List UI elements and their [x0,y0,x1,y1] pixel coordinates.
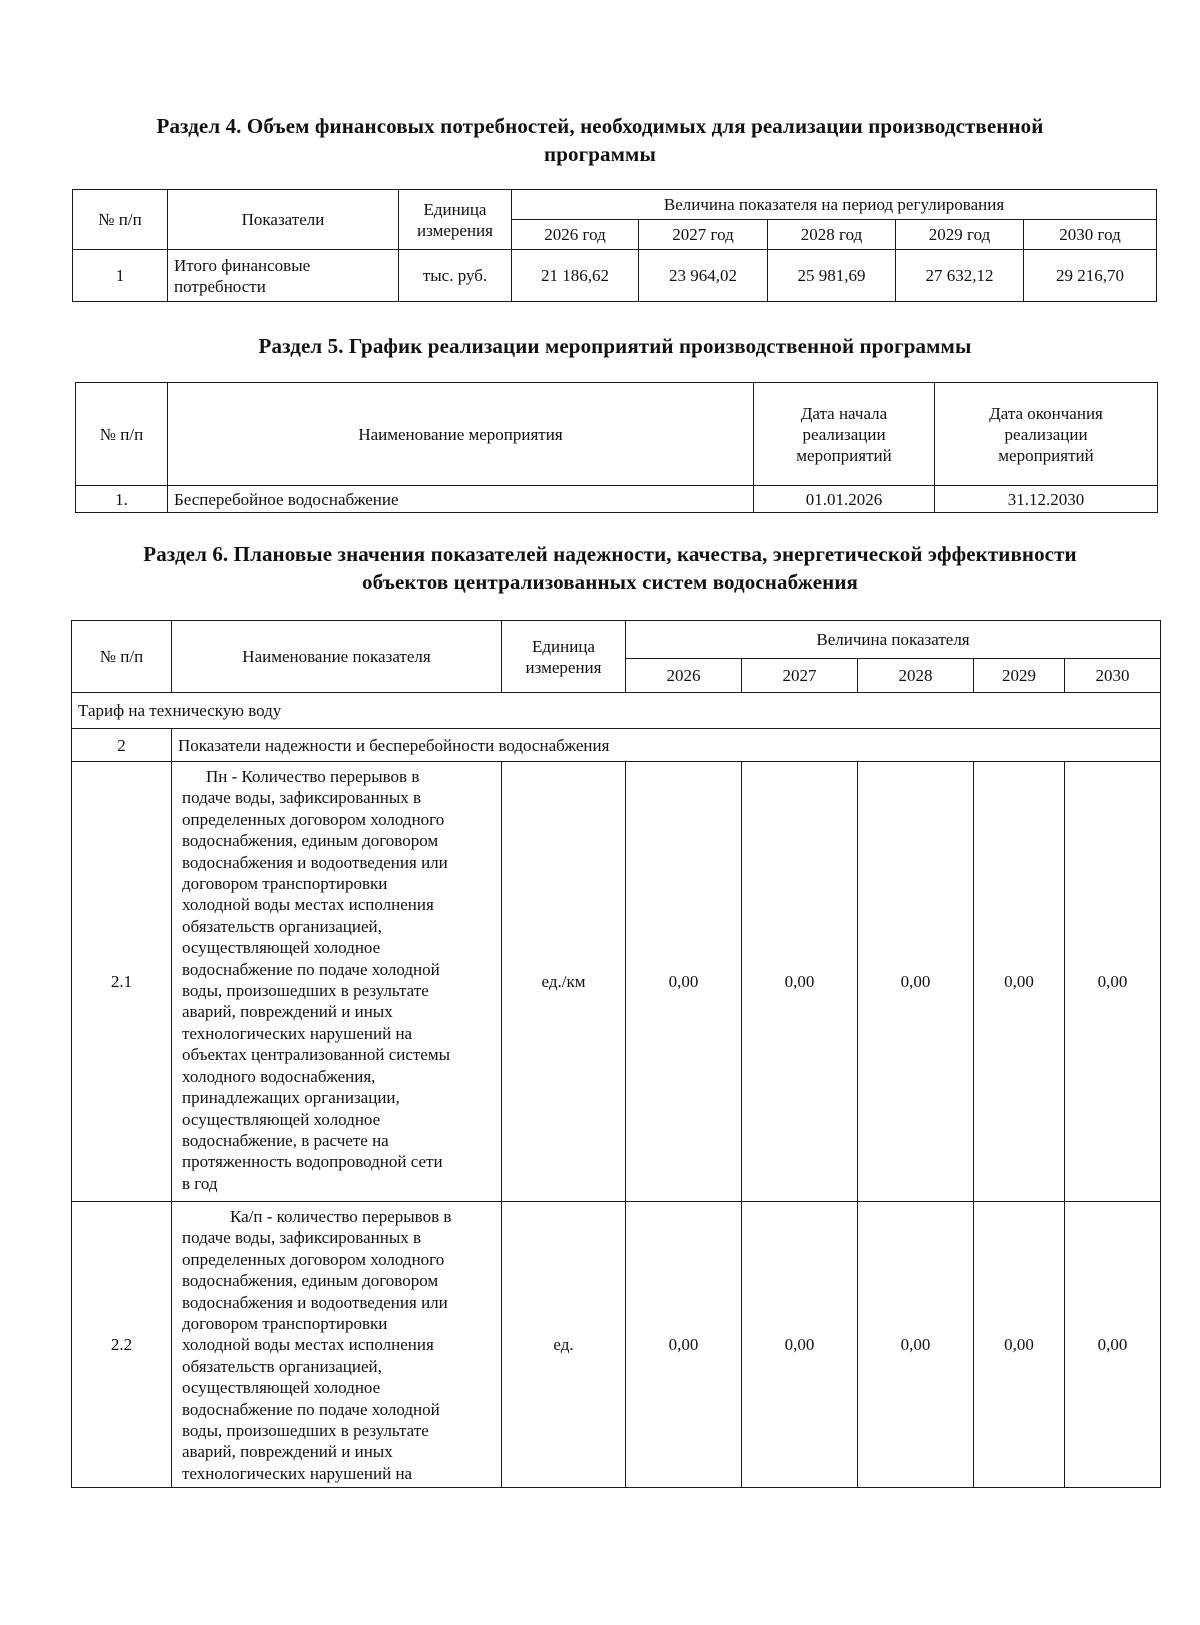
desc-line: обязательств организацией, [182,1356,382,1376]
desc-line: водоснабжения, единым договором [182,1271,439,1291]
desc-line: аварий, повреждений и иных [182,1442,393,1462]
desc-line: осуществляющей холодное [182,1109,381,1129]
row-name: Бесперебойное водоснабжение [168,486,754,513]
header-year: 2026 год [512,220,639,250]
header-year: 2028 [858,659,974,693]
row-unit: тыс. руб. [399,250,512,302]
row-num: 2.1 [72,762,172,1202]
desc-line: холодной воды местах исполнения [182,1335,434,1355]
header-end [935,383,1158,486]
row-value: 0,00 [974,1202,1065,1488]
desc-line: подаче воды, зафиксированных в [182,1228,422,1248]
header-name: Наименование мероприятия [168,383,754,486]
header-year: 2029 [974,659,1065,693]
header-year: 2029 год [896,220,1024,250]
header-num: № п/п [72,621,172,693]
tariff-label: Тариф на техническую воду [72,693,1161,729]
desc-line: водоснабжения и водоотведения или [182,852,448,872]
desc-line: технологических нарушений на [182,1023,413,1043]
header-num: № п/п [76,383,168,486]
header-year: 2027 [742,659,858,693]
row-name-line2: потребности [174,276,266,296]
row-description [172,762,502,1202]
section6-title [70,540,1150,596]
tariff-row [72,693,1161,729]
desc-line: протяженность водопроводной сети [182,1152,443,1172]
section4-title-line2: программы [544,142,656,166]
row-value: 29 216,70 [1024,250,1157,302]
desc-line: договором транспортировки [182,1314,388,1334]
header-year: 2028 год [768,220,896,250]
table-row [73,250,1157,302]
group-num: 2 [72,729,172,762]
desc-line: водоснабжение по подаче холодной [182,959,440,979]
financial-needs-table [72,189,1157,302]
section6-title-line2: объектов централизованных систем водоснабжения [361,570,859,594]
group-name: Показатели надежности и бесперебойности водоснабжения [172,729,1161,762]
header-unit [399,190,512,250]
group-row [72,729,1161,762]
desc-line: холодной воды местах исполнения [182,895,434,915]
row-value: 21 186,62 [512,250,639,302]
schedule-table [75,382,1158,513]
header-end-line3: мероприятий [998,445,1094,465]
row-value: 0,00 [626,1202,742,1488]
desc-line: осуществляющей холодное [182,938,381,958]
desc-line: подаче воды, зафиксированных в [182,788,422,808]
row-description [172,1202,502,1488]
desc-line: осуществляющей холодное [182,1378,381,1398]
desc-line: водоснабжения и водоотведения или [182,1292,448,1312]
header-indicator: Показатели [168,190,399,250]
header-period: Величина показателя на период регулирования [512,190,1157,220]
indicators-table [71,620,1161,1488]
desc-line: воды, произошедших в результате [182,1421,429,1441]
header-start [754,383,935,486]
row-num: 2.2 [72,1202,172,1488]
header-year: 2030 [1065,659,1161,693]
header-unit-line1: Единица [532,636,595,656]
desc-line: холодного водоснабжения, [182,1066,376,1086]
desc-line: в год [182,1173,218,1193]
desc-line: воды, произошедших в результате [182,981,429,1001]
header-start-line2: реализации [802,424,886,444]
row-end-date: 31.12.2030 [935,486,1158,513]
section4-title-line1: Раздел 4. Объем финансовых потребностей, необходимых для реализации производственной [156,114,1044,138]
row-unit: ед./км [502,762,626,1202]
section5-title: Раздел 5. График реализации мероприятий производственной программы [258,334,972,358]
row-value: 0,00 [742,762,858,1202]
desc-line: аварий, повреждений и иных [182,1002,393,1022]
desc-line: определенных договором холодного [182,1249,445,1269]
header-unit-line1: Единица [423,199,487,219]
row-value: 0,00 [858,762,974,1202]
section4-title [70,112,1130,168]
row-name-line1: Итого финансовые [174,255,311,275]
row-value: 23 964,02 [639,250,768,302]
header-year: 2026 [626,659,742,693]
row-name [168,250,399,302]
header-num: № п/п [73,190,168,250]
table-row [72,1202,1161,1488]
row-start-date: 01.01.2026 [754,486,935,513]
desc-line: водоснабжение, в расчете на [182,1130,389,1150]
row-num: 1 [73,250,168,302]
desc-line: Пн - Количество перерывов в [206,767,420,786]
row-value: 27 632,12 [896,250,1024,302]
header-value: Величина показателя [626,621,1161,659]
row-value: 25 981,69 [768,250,896,302]
desc-line: водоснабжение по подаче холодной [182,1399,440,1419]
header-end-line1: Дата окончания [989,403,1103,423]
desc-line: Ка/п - количество перерывов в [230,1207,452,1226]
header-unit-line2: измерения [417,220,493,240]
desc-line: объектах централизованной системы [182,1045,451,1065]
desc-line: принадлежащих организации, [182,1088,400,1108]
row-value: 0,00 [974,762,1065,1202]
row-value: 0,00 [626,762,742,1202]
header-name: Наименование показателя [172,621,502,693]
row-unit: ед. [502,1202,626,1488]
row-value: 0,00 [1065,1202,1161,1488]
row-value: 0,00 [1065,762,1161,1202]
row-value: 0,00 [742,1202,858,1488]
header-unit [502,621,626,693]
desc-line: определенных договором холодного [182,809,445,829]
header-end-line2: реализации [1004,424,1088,444]
row-num: 1. [76,486,168,513]
table-row [72,762,1161,1202]
desc-line: договором транспортировки [182,874,388,894]
desc-line: обязательств организацией, [182,916,382,936]
row-value: 0,00 [858,1202,974,1488]
section6-title-line1: Раздел 6. Плановые значения показателей надежности, качества, энергетической эффективности [143,542,1077,566]
desc-line: технологических нарушений на [182,1463,413,1483]
header-start-line3: мероприятий [796,445,892,465]
header-year: 2027 год [639,220,768,250]
header-unit-line2: измерения [525,657,602,677]
table-row [76,486,1158,513]
header-year: 2030 год [1024,220,1157,250]
desc-line: водоснабжения, единым договором [182,831,439,851]
header-start-line1: Дата начала [800,403,888,423]
